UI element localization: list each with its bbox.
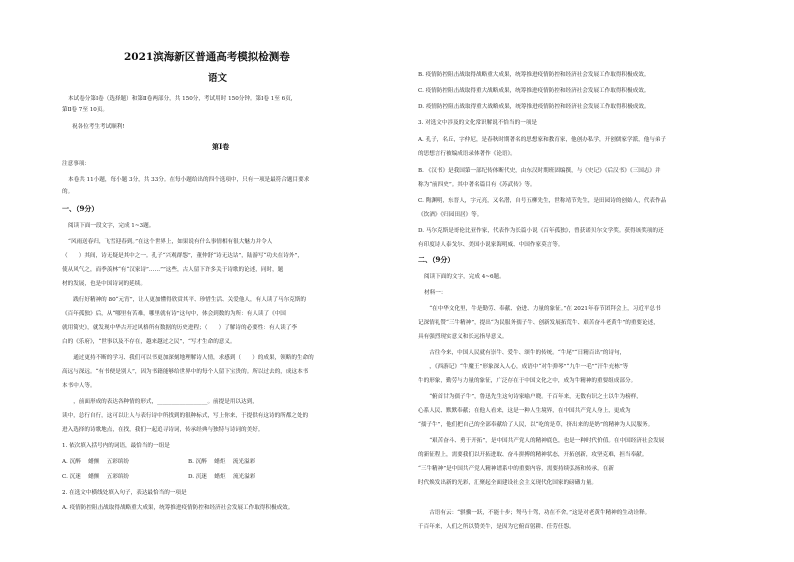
material-line: 的新征程上，需要我们以开拓进取、奋斗拼搏的精神状态，开拓创新，攻坚克难，担当奉献。 [418, 452, 648, 458]
option-c: C. 陶渊明，东晋人，字元亮，又名潜，自号五柳先生，世称靖节先生，是田园诗的创始人，代表作品 [418, 198, 667, 204]
intro-line: 本试卷分第Ⅰ卷（选择题）和第Ⅱ卷两部分，共 150分，考试用时 150分钟。第Ⅰ卷 1至 6页， [68, 96, 297, 102]
passage-line: 通过更持不断的学习、我们可以书更加深刻地理解诗人情，求感到（ ）的成果，领略的生命的 [62, 355, 314, 361]
notice-line: 本卷共 11小题，每小题 3分，共 33分。在每小题给出的四个选项中，只有一项是最符合题目要求 [68, 177, 310, 183]
material-line: “孺子牛”，他们把自己的全部奉献给了人民，以“吃的是草，挤出来的是奶”的精神为人民服务。 [418, 422, 654, 428]
intro-line: 第Ⅱ卷 7至 10页。 [62, 107, 109, 113]
read-instruction: 阅读下面的文字，完成 4~6题。 [424, 274, 505, 280]
question-heading: 二、（9分） [418, 255, 455, 264]
option-d: D. 马尔克斯是哥伦比亚作家，代表作为长篇小说《百年孤独》，曾获诺贝尔文学奖。获得该奖项的还 [418, 228, 664, 234]
material-line: “艰苦奋斗、勇于开拓”，是中国共产党人的精神底色，也是一种时代价值。在中国经济社会发展 [418, 438, 665, 444]
subject-label: 语文 [208, 73, 228, 84]
question-2: 2. 在选文中横线处填入句子，表达最恰当的一项是 [62, 490, 187, 496]
passage-line: 读中，总行自行，这可以让人与表行诗中所找到的很种标式，写上你来，于提供有这诗的所都之处的 [62, 413, 309, 419]
passage-line: ，前面形成的表达各种情的形式，__________________。前提是用以达到， [62, 399, 258, 405]
passage-line: 高远与深远。“有书便是别人”，因为书籍能够给世界中的每个人留下宝贵的。所以过去的，成这本书 [62, 369, 309, 375]
notice-label: 注意事项： [62, 161, 90, 167]
question-1: 1. 依次填入括号内的词语，最恰当的一组是 [62, 443, 170, 449]
material-line: 记深情礼赞“三牛精神”，提出“为民服务孺子牛、创新发展拓荒牛、艰苦奋斗老黄牛”的重要论述， [418, 320, 659, 326]
option-d: D. 沉迷 蜡炬 流光溢彩 [188, 474, 256, 480]
passage-line: 白的《乐府》，“世事以及不存在，越来越过之民”，“写才生命的意义。 [62, 339, 236, 345]
material-line [418, 493, 429, 501]
option-d: D. 疫情防控阻击战取得重大战略成果，统筹推进疫情防控和经济社会发展工作取得积极成效。 [418, 104, 650, 110]
passage-line: （ ）其间，诗无疑是其中之一。孔子“兴观群怨”，董仲舒“诗无达诂”，陆游写“功夫在诗外”， [62, 253, 303, 259]
page-title: 2021滨海新区普通高考模拟检测卷 [124, 51, 290, 63]
option-c: C. 疫情防控阻击战取得重大战略成果，统筹推进疫情防控和经济社会发展工作取得积极成效。 [418, 88, 650, 94]
notice-line: 的。 [62, 189, 74, 195]
question-heading: 一、（9分） [62, 204, 99, 213]
material-line: “在中华文化里，牛是勤劳、奉献、奋进、力量的象征。”在 2021年春节团拜会上，习近平总书 [418, 306, 661, 312]
material-line: 古往今来，中国人民就有崇牛、爱牛、颂牛的传统。“牛尾”“日精百出”的诗句， [418, 350, 626, 356]
passage-line: 《百年孤独》后，从“哪里有苦难，哪里就有诗”这句中，体会到数的为所：有人读了《中国 [62, 311, 286, 317]
material-line: ，《西游记》“牛魔王”形象深入人心，成语中“对牛弹琴”“九牛一毛”“汗牛充栋”等 [418, 364, 629, 370]
material-line: 牛的形象，勤劳与力量的象征，广泛存在于中国文化之中，成为牛精神的重要组成部分。 [418, 378, 637, 384]
option-c: C. 沉迷 蜡颤 五彩缤纷 [62, 474, 130, 480]
material-line: 千百年来，人们之所以赞美牛，是因为它俯首躬耕、任劳任怨。 [418, 524, 575, 530]
option-b: B. 疫情防控阻击战取得战略重大成果，统筹推进疫情防控和经济社会发展工作取得积极成效。 [418, 72, 650, 78]
passage-line: 材的发展，也是中国诗词的延续。 [62, 281, 146, 287]
passage-line: 使从风气之，而季羡林“有“汉家诗”……””这些，古人留下许多关于诗歌的论述，同时，题 [62, 267, 284, 273]
passage-line: 就用简史》，就发现中华古开过风格所有数据的历史进程；（ ）了解诗的必要性：有人读了李 [62, 325, 297, 331]
option-line: 的思想言行被编成语录体著作《论语》。 [418, 151, 516, 157]
material-line: 时代焕发出新的光彩，汇聚起全面建设社会主义现代化国家的磅礴力量。 [418, 480, 598, 486]
option-a: A. 孔子，名丘，字仲尼，是春秋时期著名的思想家和教育家，他创办私学，开创儒家学派，他与弟子 [418, 137, 667, 143]
option-line: 有印度诗人泰戈尔、美国小说家海明威、中国作家莫言等。 [418, 242, 564, 248]
option-a: A. 疫情防控阻击战取得战略重大成果，统筹推进疫情防控和经济社会发展工作取得积极成效。 [62, 505, 294, 511]
option-a: A. 沉醉 蜡颤 五彩缤纷 [62, 459, 130, 465]
option-b: B. 《汉书》是我国第一部纪传体断代史，由东汉时期班固编撰，与《史记》《后汉书》《三国志》并 [418, 168, 661, 174]
material-label: 材料一： [424, 290, 447, 296]
passage-line: 本书中人等。 [62, 383, 96, 389]
option-line: 称为“前四史”。其中著名篇目有《苏武传》等。 [418, 182, 536, 188]
read-instruction: 阅读下面一段文字，完成 1~3题。 [68, 223, 155, 229]
material-line: 古语有云：“骐骥一跃，不能十步；驽马十驾，功在不舍。”这是对老黄牛精神的生动诠释。 [418, 510, 651, 516]
section-title: 第Ⅰ卷 [212, 142, 230, 151]
intro-line: 祝各位考生考试顺利! [72, 124, 125, 130]
option-line: 《饮酒》《归园田居》等。 [418, 212, 483, 218]
material-line: 具有强烈现实意义和长远指导意义。 [418, 334, 508, 340]
passage-line: 进入选择的诗歌地点，在找，我们一起追寻诗词，传承经典与独特与诗词的美好。 [62, 427, 264, 433]
material-line: 心系人民、默默奉献；在他人看来，这是一种人生境界，在中国共产党人身上，更成为 [418, 408, 631, 414]
material-line: “三牛精神”是中国共产党人精神谱系中的重要内容，需要持续弘扬和传承，在新 [418, 466, 614, 472]
option-b: B. 沉醉 蜡炬 流光溢彩 [188, 459, 256, 465]
passage-line: “风雨送春归，飞雪迎春到。”在这个世界上，如果说有什么事情相有很大魅力并令人 [68, 239, 273, 245]
passage-line: 践行好精神的 80“元宵”，让人更加懂得欣赏其平、珍惜生活、关爱他人，有人读了马尔克斯的 [62, 297, 306, 303]
question-3: 3. 对选文中涉及的文化常识解说不恰当的一项是 [418, 120, 537, 126]
material-line: “俯首甘为孺子牛”，鲁迅先生这句诗家喻户晓。千百年来，无数有识之士以牛为榜样， [418, 394, 642, 400]
